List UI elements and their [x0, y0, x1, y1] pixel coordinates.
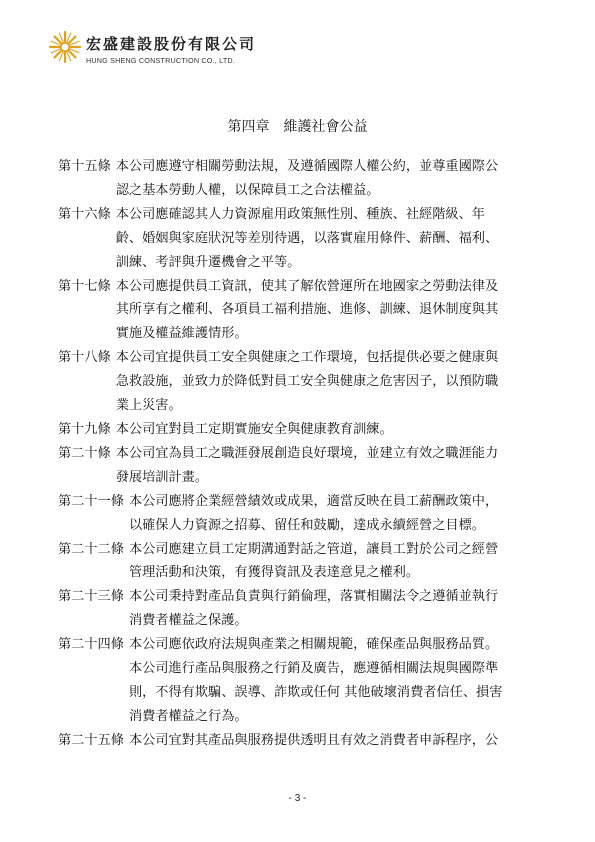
article-line: 本公司宜提供員工安全與健康之工作環境，包括提供必要之健康與 [115, 350, 499, 366]
article-body [116, 203, 548, 275]
article-line: 本公司應提供員工資訊，使其了解依營運所在地國家之勞動法律及 [115, 278, 499, 294]
article-line: 本公司應確認其人力資源雇用政策無性別、種族、社經階級、年 [115, 206, 485, 222]
articles-list [58, 155, 548, 753]
article-line: 發展培訓計畫。 [115, 469, 209, 485]
article-line: 管理活動和決策，有獲得資訊及表達意見之權利。 [128, 565, 420, 581]
article-line: 則，不得有欺騙、誤導、詐欺或任何 其他破壞消費者信任、損害 [128, 684, 503, 700]
article-item [58, 729, 548, 753]
article-body [116, 275, 548, 347]
article-item [58, 275, 548, 347]
article-line: 本公司應依政府法規與產業之相關規範，確保產品與服務品質。 [128, 637, 499, 653]
article-item [58, 633, 548, 729]
article-item [58, 346, 548, 418]
company-name-en: HUNG SHENG CONSTRUCTION CO., LTD. [86, 56, 236, 65]
article-line: 以確保人力資源之招募、留任和鼓勵，達成永續經營之目標。 [128, 517, 485, 533]
article-number: 第二十二條 [58, 541, 124, 557]
article-number: 第二十一條 [58, 493, 124, 509]
article-line: 本公司宜為員工之職涯發展創造良好環境，並建立有效之職涯能力 [115, 445, 499, 461]
article-number: 第十八條 [58, 350, 111, 366]
article-body [129, 490, 548, 538]
article-body [116, 346, 548, 418]
company-header [48, 28, 268, 72]
article-line: 業上災害。 [115, 398, 182, 414]
article-line: 實施及權益維護情形。 [115, 326, 248, 342]
article-body [129, 729, 548, 753]
article-line: 訓練、考評與升遷機會之平等。 [115, 254, 301, 270]
article-body [129, 633, 548, 729]
sunburst-logo-icon [48, 30, 82, 64]
article-item [58, 203, 548, 275]
article-item [58, 490, 548, 538]
chapter-title: 第四章 維護社會公益 [227, 119, 368, 135]
article-line: 消費者權益之行為。 [128, 708, 248, 724]
page-number: - 3 - [288, 793, 307, 804]
article-line: 其所享有之權利、各項員工福利措施、進修、訓練、退休制度與其 [115, 302, 499, 318]
article-number: 第二十五條 [58, 732, 124, 748]
article-item [58, 418, 548, 442]
article-line: 本公司進行產品與服務之行銷及廣告，應遵循相關法規與國際準 [128, 661, 499, 677]
article-body [116, 418, 548, 442]
article-line: 認之基本勞動人權，以保障員工之合法權益。 [115, 182, 380, 198]
article-line: 本公司應遵守相關勞動法規，及遵循國際人權公約，並尊重國際公 [115, 159, 499, 174]
article-number: 第十五條 [58, 159, 111, 174]
article-line: 本公司應將企業經營績效或成果，適當反映在員工薪酬政策中， [128, 493, 499, 509]
article-line: 急救設施，並致力於降低對員工安全與健康之危害因子，以預防職 [115, 374, 499, 390]
article-body [116, 155, 548, 203]
article-number: 第十九條 [58, 421, 111, 437]
article-number: 第二十三條 [58, 589, 124, 605]
article-body [116, 442, 548, 490]
article-item [58, 442, 548, 490]
article-line: 消費者權益之保護。 [128, 613, 248, 629]
article-line: 本公司秉持對產品負責與行銷倫理，落實相關法令之遵循並執行 [128, 589, 499, 605]
article-number: 第十六條 [58, 206, 111, 222]
article-number: 第十七條 [58, 278, 111, 294]
article-body [129, 538, 548, 586]
article-line: 齡、婚姻與家庭狀況等差別待遇，以落實雇用條件、薪酬、福利、 [115, 230, 499, 246]
article-line: 本公司應建立員工定期溝通對話之管道，讓員工對於公司之經營 [128, 541, 499, 557]
article-number: 第二十條 [58, 445, 111, 461]
article-item [58, 585, 548, 633]
article-line: 本公司宜對其產品與服務提供透明且有效之消費者申訴程序，公 [128, 732, 499, 748]
article-item [58, 538, 548, 586]
article-line: 本公司宜對員工定期實施安全與健康教育訓練。 [115, 421, 393, 437]
company-name-zh: 宏盛建設股份有限公司 [86, 35, 257, 53]
article-number: 第二十四條 [58, 637, 124, 653]
article-body [129, 585, 548, 633]
article-item [58, 155, 548, 203]
